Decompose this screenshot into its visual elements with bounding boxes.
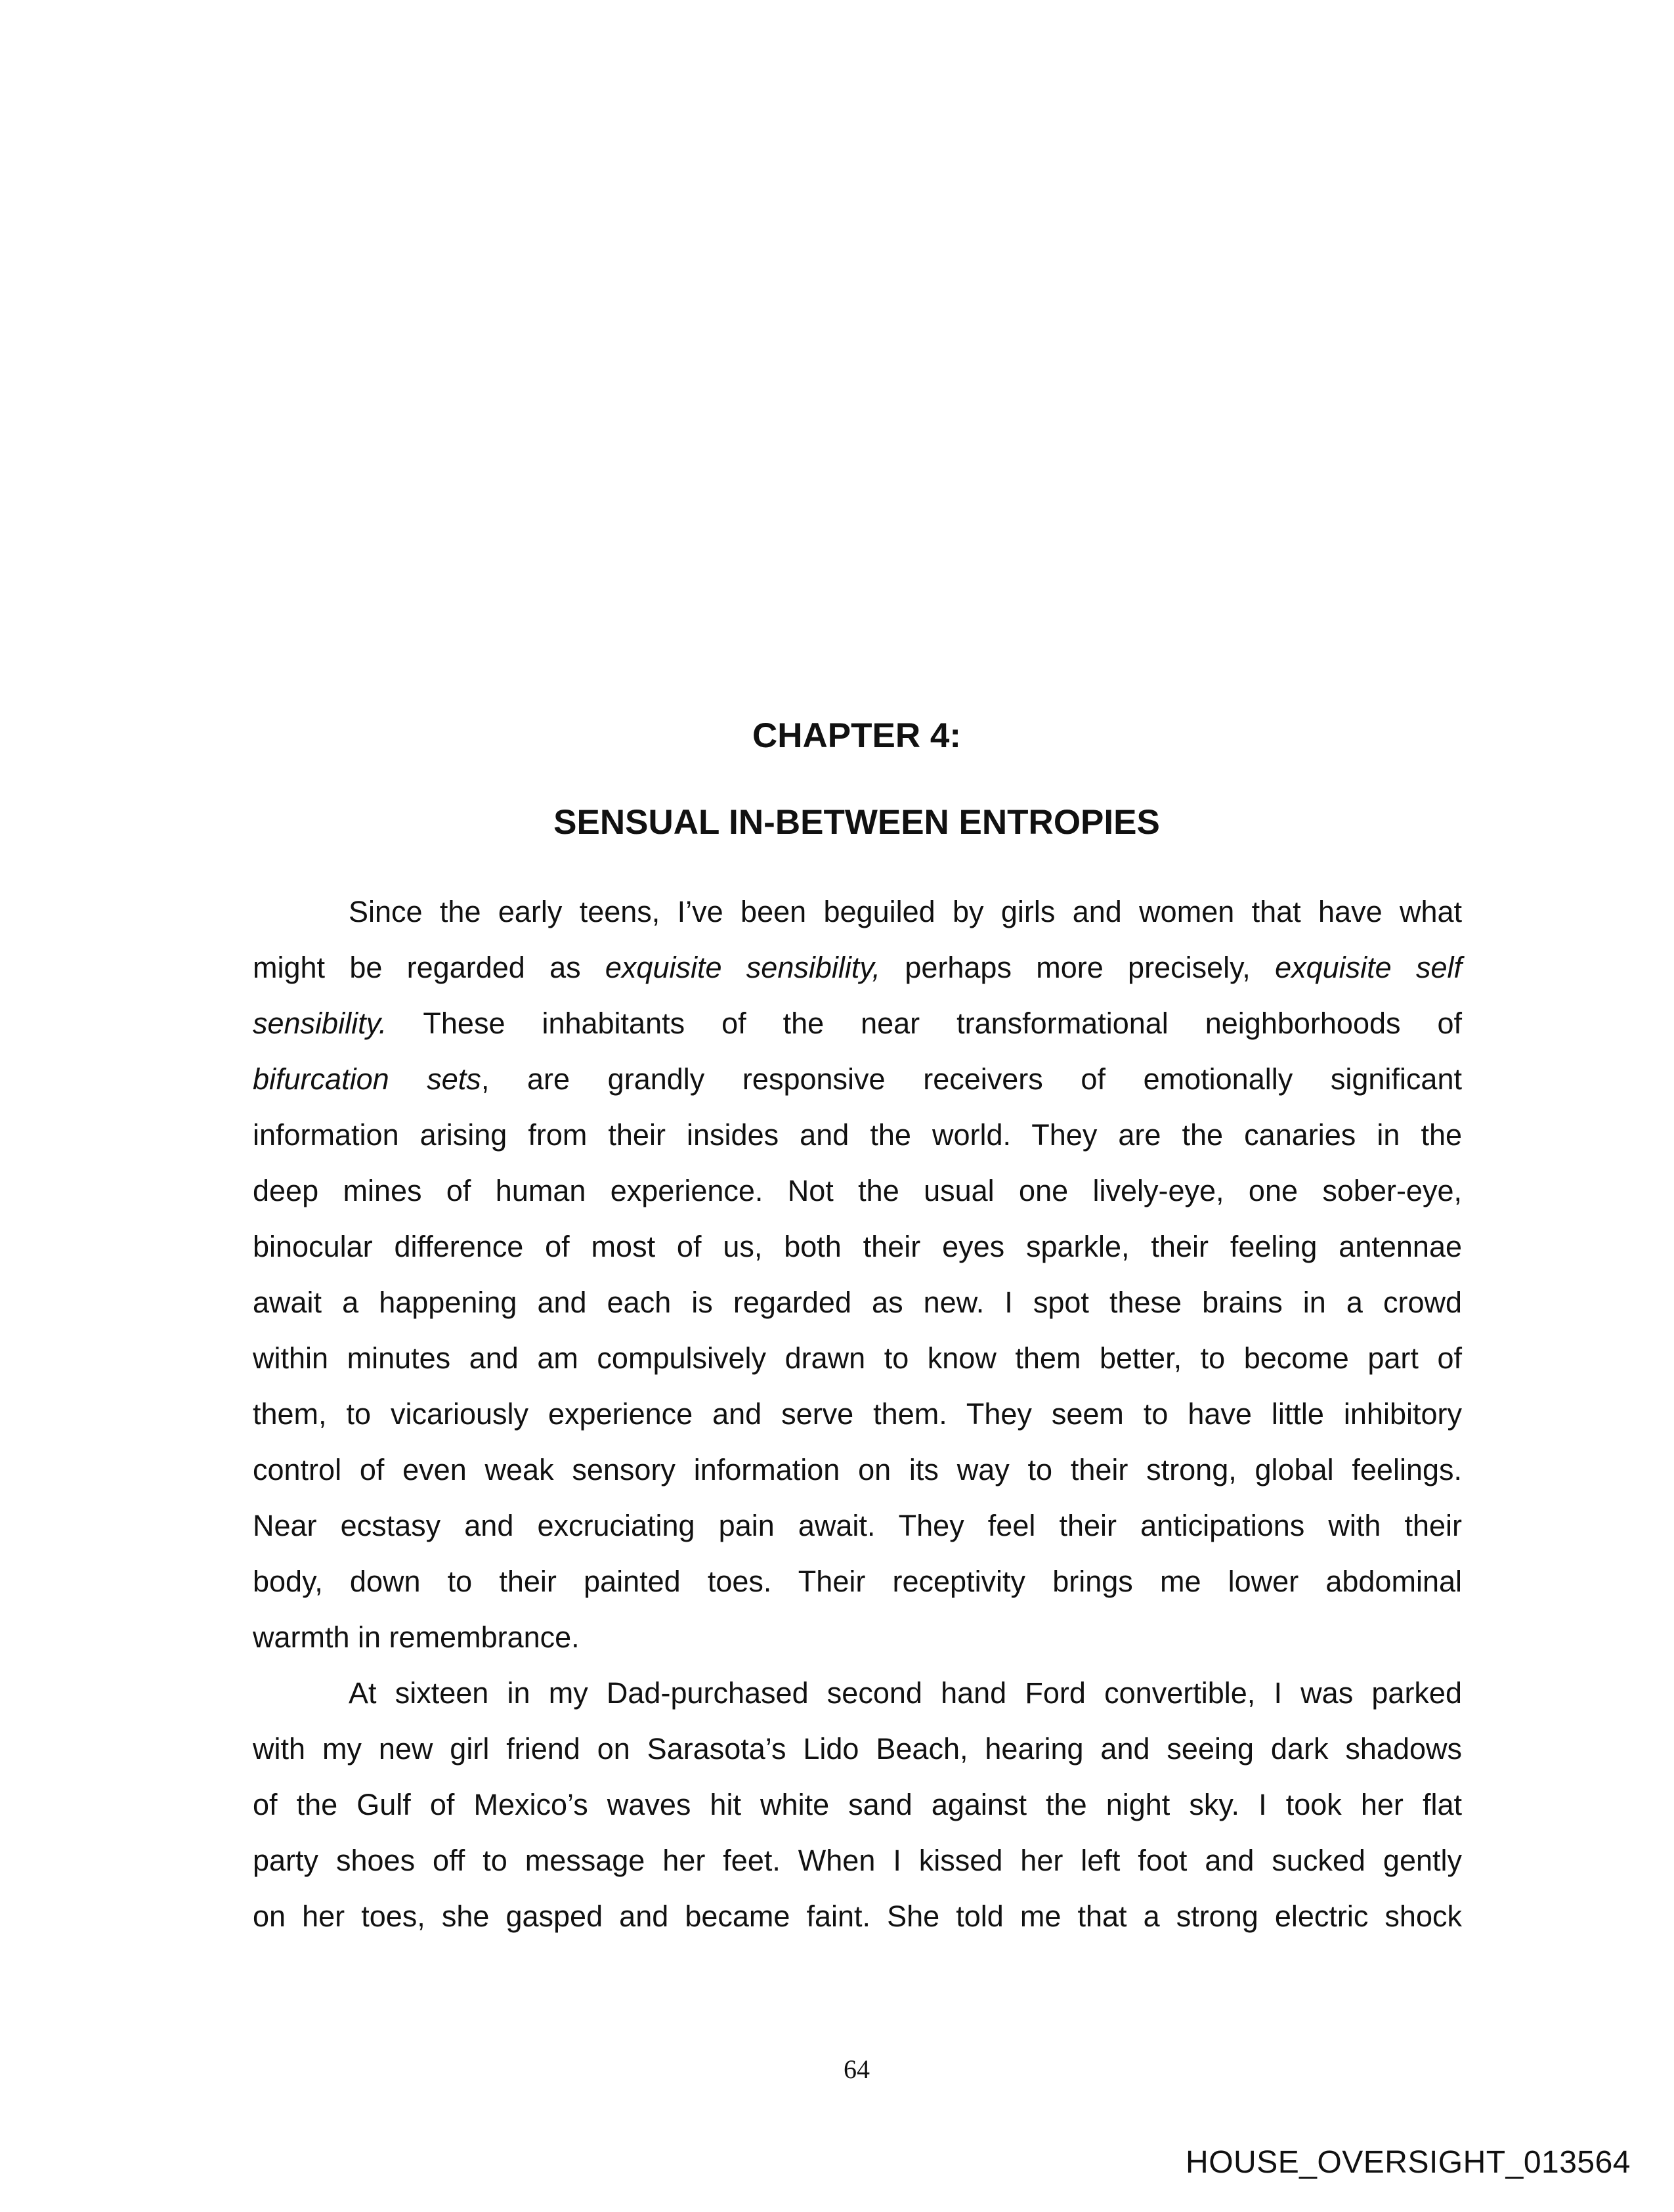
text-segment: These inhabitants of the near transformational neighborhoods of [387, 1007, 1462, 1040]
text-line [253, 884, 1462, 940]
text-segment: deep mines of human experience. Not the usual one lively-eye, one sober-eye, [253, 1174, 1462, 1207]
text-segment: within minutes and am compulsively drawn to know them better, to become part of [253, 1341, 1462, 1375]
text-segment: party shoes off to message her feet. When I kissed her left foot and sucked gently [253, 1844, 1462, 1877]
text-segment: Since the early teens, I’ve been beguiled by girls and women that have what [349, 895, 1462, 928]
text-line [253, 1051, 1462, 1107]
text-line [253, 995, 1462, 1051]
text-segment: body, down to their painted toes. Their receptivity brings me lower abdominal [253, 1565, 1462, 1598]
italic-text: exquisite self [1275, 951, 1462, 984]
text-line [253, 1163, 1462, 1219]
text-segment: them, to vicariously experience and serve them. They seem to have little inhibitory [253, 1397, 1462, 1431]
text-line [253, 1777, 1462, 1832]
text-segment: information arising from their insides and the world. They are the canaries in the [253, 1118, 1462, 1152]
body-text [253, 884, 1462, 1944]
text-segment: with my new girl friend on Sarasota’s Lido Beach, hearing and seeing dark shadows [253, 1732, 1462, 1766]
text-segment: perhaps more precisely, [880, 951, 1276, 984]
text-segment: binocular difference of most of us, both their eyes sparkle, their feeling antennae [253, 1230, 1462, 1263]
text-line [253, 1665, 1462, 1721]
text-line [253, 1721, 1462, 1777]
text-segment: control of even weak sensory information on its way to their strong, global feelings. [253, 1453, 1462, 1486]
text-line [253, 1219, 1462, 1274]
text-line [253, 1609, 1462, 1665]
text-segment: warmth in remembrance. [253, 1620, 580, 1654]
paragraph [253, 884, 1462, 1665]
text-line [253, 1107, 1462, 1163]
text-line [253, 1442, 1462, 1498]
chapter-title: SENSUAL IN-BETWEEN ENTROPIES [553, 803, 1160, 842]
italic-text: sensibility. [253, 1007, 387, 1040]
text-segment: await a happening and each is regarded as new. I spot these brains in a crowd [253, 1286, 1462, 1319]
text-line [253, 1832, 1462, 1888]
text-line [253, 1888, 1462, 1944]
page-number: 64 [844, 2054, 870, 2084]
text-segment: might be regarded as [253, 951, 605, 984]
text-line [253, 1498, 1462, 1553]
text-segment: Near ecstasy and excruciating pain await. They feel their anticipations with their [253, 1509, 1462, 1542]
text-segment: on her toes, she gasped and became faint. She told me that a strong electric shock [253, 1899, 1462, 1933]
text-segment: , are grandly responsive receivers of emotionally significant [481, 1062, 1462, 1096]
italic-text: exquisite sensibility, [605, 951, 881, 984]
text-segment: At sixteen in my Dad-purchased second hand Ford convertible, I was parked [349, 1676, 1462, 1710]
text-line [253, 1386, 1462, 1442]
text-line [253, 1553, 1462, 1609]
document-id-footer: HOUSE_OVERSIGHT_013564 [1186, 2145, 1631, 2180]
paragraph [253, 1665, 1462, 1944]
text-line [253, 1330, 1462, 1386]
text-line [253, 1274, 1462, 1330]
text-line [253, 940, 1462, 995]
italic-text: bifurcation sets [253, 1062, 481, 1096]
chapter-number: CHAPTER 4: [752, 716, 962, 755]
text-segment: of the Gulf of Mexico’s waves hit white sand against the night sky. I took her flat [253, 1788, 1462, 1821]
